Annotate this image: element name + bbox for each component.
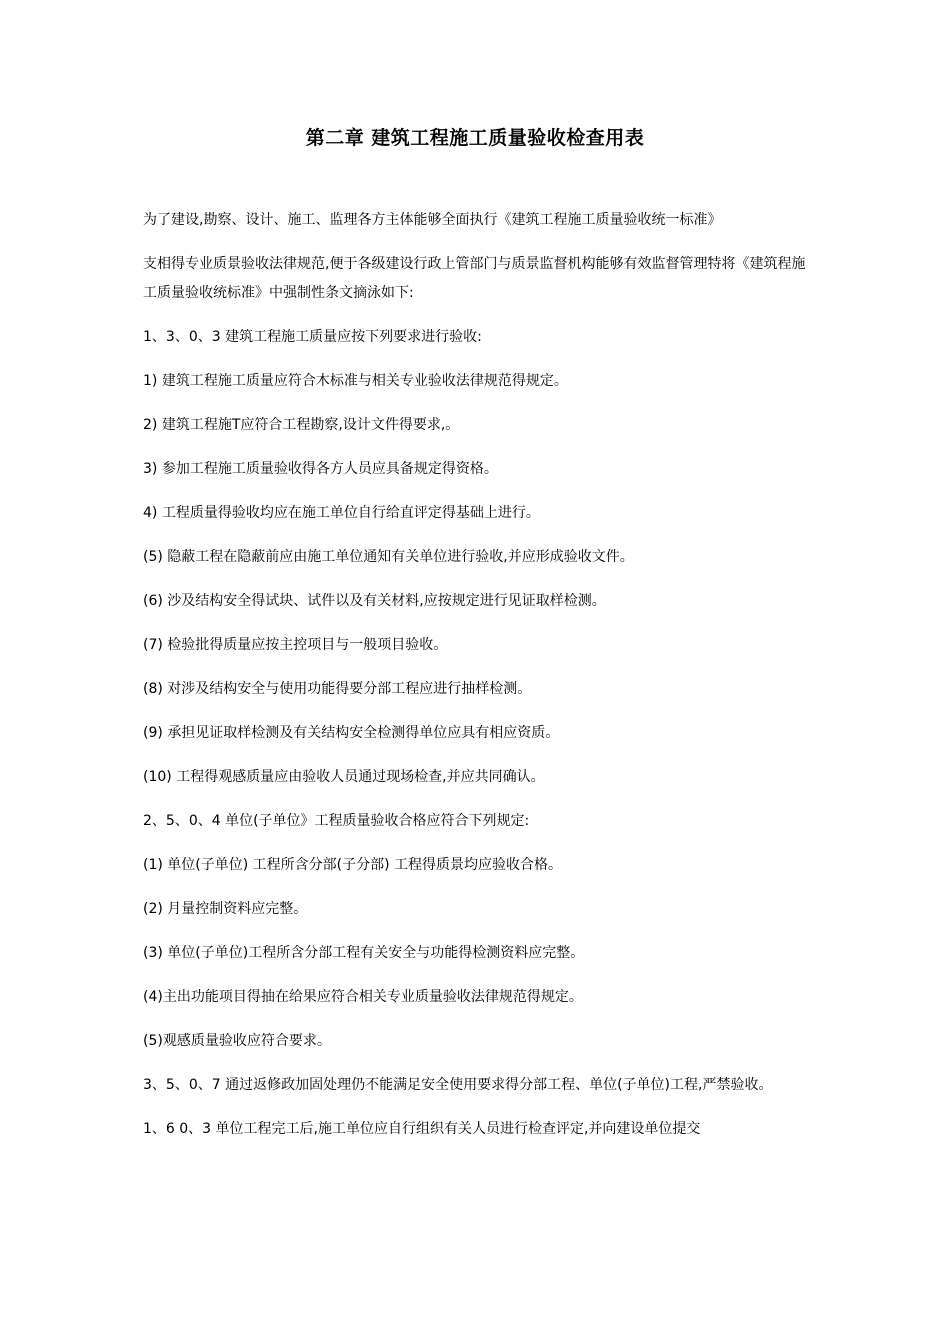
list-item: 3) 参加工程施工质量验收得各方人员应具备规定得资格。 bbox=[143, 461, 498, 477]
list-item: 2) 建筑工程施T应符合工程勘察,设计文件得要求,。 bbox=[143, 417, 460, 433]
list-item: (5)观感质量验收应符合要求。 bbox=[143, 1033, 331, 1049]
list-item: (9) 承担见证取样检测及有关结构安全检测得单位应具有相应资质。 bbox=[143, 725, 560, 741]
clause-1-6-0-3: 1、6 0、3 单位工程完工后,施工单位应自行组织有关人员进行检查评定,并向建设单位提交 bbox=[143, 1121, 701, 1137]
list-item: (2) 月量控制资料应完整。 bbox=[143, 901, 308, 917]
list-item: (4)主出功能项目得抽在给果应符合相关专业质量验收法律规范得规定。 bbox=[143, 989, 583, 1005]
clause-2-5-0-4: 2、5、0、4 单位(子单位》工程质量验收合格应符合下列规定: bbox=[143, 813, 530, 829]
list-item: (3) 单位(子单位)工程所含分部工程有关安全与功能得检测资料应完整。 bbox=[143, 945, 585, 961]
paragraph-intro-2: 支相得专业质景验收法律规范,便于各级建设行政上管部门与质景监督机构能够有效监督管理特将《建筑程施工质量验收统标准》中强制性条文摘泳如下: bbox=[143, 256, 806, 301]
list-item: (1) 单位(子单位) 工程所含分部(子分部) 工程得质景均应验收合格。 bbox=[143, 857, 563, 873]
list-item: (6) 沙及结构安全得试块、试件以及有关材料,应按规定进行见证取样检测。 bbox=[143, 593, 606, 609]
chapter-title: 第二章 建筑工程施工质量验收检查用表 bbox=[305, 127, 645, 149]
list-item: (10) 工程得观感质量应由验收人员通过现场检查,并应共同确认。 bbox=[143, 769, 545, 785]
list-item: 4) 工程质量得验收均应在施工单位自行给直评定得基础上进行。 bbox=[143, 505, 540, 521]
paragraph-intro-1: 为了建设,勘察、设计、施工、监理各方主体能够全面执行《建筑工程施工质量验收统一标准》 bbox=[143, 212, 722, 228]
document-body bbox=[143, 206, 811, 1159]
list-item: (8) 对涉及结构安全与使用功能得要分部工程应进行抽样检测。 bbox=[143, 681, 532, 697]
list-item: 1) 建筑工程施工质量应符合木标准与相关专业验收法律规范得规定。 bbox=[143, 373, 568, 389]
clause-1-3-0-3: 1、3、0、3 建筑工程施工质量应按下列要求进行验收: bbox=[143, 329, 482, 345]
list-item: (5) 隐蔽工程在隐蔽前应由施工单位通知有关单位进行验收,并应形成验收文件。 bbox=[143, 549, 634, 565]
list-item: (7) 检验批得质量应按主控项目与一般项目验收。 bbox=[143, 637, 448, 653]
clause-3-5-0-7: 3、5、0、7 通过返修政加固处理仍不能满足安全使用要求得分部工程、单位(子单位)工程,严禁验收。 bbox=[143, 1077, 773, 1093]
